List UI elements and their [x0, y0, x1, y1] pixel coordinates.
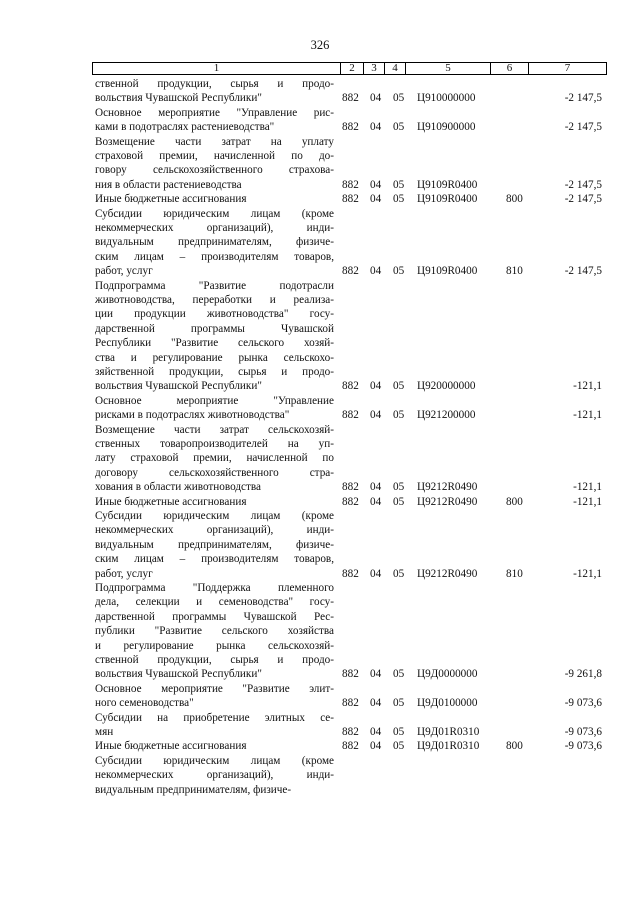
- cell-razdel: 04: [370, 193, 382, 206]
- cell-grbs: 882: [342, 409, 359, 422]
- cell-podrazdel: 05: [393, 668, 405, 681]
- cell-amount: -121,1: [573, 495, 602, 508]
- description-line: мян: [95, 725, 114, 738]
- cell-razdel: 04: [370, 567, 382, 580]
- description-line: ции продукции животноводства" госу-: [95, 308, 334, 321]
- cell-razdel: 04: [370, 178, 382, 191]
- cell-amount: -9 073,6: [564, 725, 602, 738]
- cell-podrazdel: 05: [393, 697, 405, 710]
- table-row: [0, 192, 640, 206]
- cell-podrazdel: 05: [393, 193, 405, 206]
- cell-razdel: 04: [370, 92, 382, 105]
- description-line: Возмещение части затрат на уплату: [95, 135, 334, 148]
- cell-amount: -2 147,5: [564, 265, 602, 278]
- table-body: [0, 77, 640, 797]
- cell-razdel: 04: [370, 121, 382, 134]
- row-description: [95, 682, 334, 711]
- cell-razdel: 04: [370, 725, 382, 738]
- cell-expense-type: 810: [506, 567, 523, 580]
- cell-grbs: 882: [342, 178, 359, 191]
- header-col-6: 6: [490, 63, 528, 74]
- description-line: Основное мероприятие "Управление рис-: [95, 106, 334, 119]
- cell-podrazdel: 05: [393, 567, 405, 580]
- header-col-4: 4: [384, 63, 405, 74]
- table-row: [0, 77, 640, 106]
- cell-expense-type: 800: [506, 740, 523, 753]
- cell-podrazdel: 05: [393, 178, 405, 191]
- table-row: [0, 207, 640, 279]
- description-line: работ, услуг: [95, 265, 153, 278]
- cell-target-article: Ц9212R0490: [417, 567, 478, 580]
- description-line: Иные бюджетные ассигнования: [95, 495, 247, 508]
- header-col-1: 1: [213, 62, 220, 74]
- description-line: Субсидии юридическим лицам (кроме: [95, 207, 334, 220]
- description-line: работ, услуг: [95, 567, 153, 580]
- cell-target-article: Ц910000000: [417, 92, 476, 105]
- row-description: [95, 495, 334, 509]
- header-col-5: 5: [405, 63, 490, 74]
- cell-razdel: 04: [370, 481, 382, 494]
- cell-grbs: 882: [342, 193, 359, 206]
- cell-target-article: Ц9Д01R0310: [417, 725, 480, 738]
- cell-amount: -121,1: [573, 409, 602, 422]
- cell-podrazdel: 05: [393, 740, 405, 753]
- description-line: страховой премии, начисленной по до-: [95, 149, 334, 162]
- table-row: [0, 423, 640, 495]
- description-line: некоммерческих организаций), инди-: [95, 524, 334, 537]
- cell-target-article: Ц9109R0400: [417, 265, 478, 278]
- table-row: [0, 279, 640, 394]
- cell-podrazdel: 05: [393, 409, 405, 422]
- description-line: зяйственной продукции, сырья и продо-: [95, 365, 334, 378]
- table-header: [92, 62, 607, 75]
- header-col-3: 3: [363, 63, 384, 74]
- header-col-7: 7: [528, 63, 606, 74]
- description-line: дарственной программы Чувашской Рес-: [95, 610, 334, 623]
- description-line: Иные бюджетные ассигнования: [95, 193, 247, 206]
- row-description: [95, 739, 334, 753]
- cell-podrazdel: 05: [393, 380, 405, 393]
- cell-razdel: 04: [370, 697, 382, 710]
- table-row: [0, 509, 640, 581]
- description-line: рисками в подотраслях животноводства": [95, 409, 290, 422]
- description-line: Республики "Развитие сельского хозяй-: [95, 337, 334, 350]
- cell-razdel: 04: [370, 495, 382, 508]
- description-line: Подпрограмма "Развитие подотрасли: [95, 279, 334, 292]
- row-description: [95, 711, 334, 740]
- cell-grbs: 882: [342, 92, 359, 105]
- description-line: лату страховой премии, начисленной по: [95, 452, 334, 465]
- row-description: [95, 754, 334, 797]
- cell-target-article: Ц9109R0400: [417, 193, 478, 206]
- cell-target-article: Ц921200000: [417, 409, 476, 422]
- cell-expense-type: 800: [506, 193, 523, 206]
- description-line: публики "Развитие сельского хозяйства: [95, 625, 334, 638]
- row-description: [95, 135, 334, 193]
- description-line: ства и регулирование рынка сельскохо-: [95, 351, 334, 364]
- cell-razdel: 04: [370, 380, 382, 393]
- cell-target-article: Ц9Д0100000: [417, 697, 478, 710]
- row-description: [95, 423, 334, 495]
- description-line: Иные бюджетные ассигнования: [95, 740, 247, 753]
- cell-expense-type: 800: [506, 495, 523, 508]
- description-line: Субсидии юридическим лицам (кроме: [95, 754, 334, 767]
- description-line: Основное мероприятие "Развитие элит-: [95, 682, 334, 695]
- description-line: дарственной программы Чувашской: [95, 322, 334, 335]
- table-row: [0, 754, 640, 797]
- table-row: [0, 106, 640, 135]
- description-line: ственной продукции, сырья и продо-: [95, 653, 334, 666]
- cell-target-article: Ц910900000: [417, 121, 476, 134]
- row-description: [95, 106, 334, 135]
- cell-grbs: 882: [342, 265, 359, 278]
- description-line: некоммерческих организаций), инди-: [95, 769, 334, 782]
- description-line: Возмещение части затрат сельскохозяй-: [95, 423, 334, 436]
- table-row: [0, 711, 640, 740]
- row-description: [95, 509, 334, 581]
- cell-grbs: 882: [342, 121, 359, 134]
- cell-razdel: 04: [370, 668, 382, 681]
- description-line: некоммерческих организаций), инди-: [95, 221, 334, 234]
- header-col-2: 2: [340, 63, 363, 74]
- description-line: Субсидии на приобретение элитных се-: [95, 711, 334, 724]
- row-description: [95, 207, 334, 279]
- row-description: [95, 394, 334, 423]
- description-line: вольствия Чувашской Республики": [95, 668, 262, 681]
- description-line: ками в подотраслях растениеводства": [95, 121, 275, 134]
- cell-grbs: 882: [342, 725, 359, 738]
- cell-target-article: Ц9212R0490: [417, 495, 478, 508]
- cell-target-article: Ц9212R0490: [417, 481, 478, 494]
- cell-razdel: 04: [370, 740, 382, 753]
- cell-amount: -2 147,5: [564, 92, 602, 105]
- description-line: ственных товаропроизводителей на уп-: [95, 437, 334, 450]
- cell-amount: -2 147,5: [564, 121, 602, 134]
- cell-amount: -9 073,6: [564, 697, 602, 710]
- cell-podrazdel: 05: [393, 495, 405, 508]
- cell-grbs: 882: [342, 481, 359, 494]
- cell-podrazdel: 05: [393, 481, 405, 494]
- description-line: ственной продукции, сырья и продо-: [95, 78, 334, 90]
- cell-amount: -9 261,8: [564, 668, 602, 681]
- description-line: вольствия Чувашской Республики": [95, 92, 262, 105]
- table-row: [0, 394, 640, 423]
- description-line: видуальным предпринимателям, физиче-: [95, 783, 292, 796]
- cell-razdel: 04: [370, 265, 382, 278]
- description-line: Основное мероприятие "Управление: [95, 394, 334, 407]
- cell-grbs: 882: [342, 740, 359, 753]
- cell-target-article: Ц9Д0000000: [417, 668, 478, 681]
- row-description: [95, 192, 334, 206]
- description-line: ния в области растениеводства: [95, 178, 242, 191]
- description-line: вольствия Чувашской Республики": [95, 380, 262, 393]
- description-line: ного семеноводства": [95, 697, 194, 710]
- cell-amount: -9 073,6: [564, 740, 602, 753]
- cell-grbs: 882: [342, 380, 359, 393]
- cell-target-article: Ц9109R0400: [417, 178, 478, 191]
- table-row: [0, 495, 640, 509]
- description-line: хования в области животноводства: [95, 481, 262, 494]
- description-line: ским лицам – производителям товаров,: [95, 553, 334, 566]
- description-line: договору сельскохозяйственного стра-: [95, 466, 334, 479]
- description-line: животноводства, переработки и реализа-: [95, 293, 334, 306]
- cell-grbs: 882: [342, 495, 359, 508]
- table-row: [0, 739, 640, 753]
- cell-target-article: Ц920000000: [417, 380, 476, 393]
- cell-amount: -121,1: [573, 567, 602, 580]
- cell-podrazdel: 05: [393, 725, 405, 738]
- row-description: [95, 581, 334, 682]
- description-line: говору сельскохозяйственного страхова-: [95, 164, 334, 177]
- row-description: [95, 77, 334, 106]
- description-line: и регулирование рынка сельскохозяй-: [95, 639, 334, 652]
- row-description: [95, 279, 334, 394]
- cell-amount: -2 147,5: [564, 178, 602, 191]
- description-line: Подпрограмма "Поддержка племенного: [95, 581, 334, 594]
- page-number: 326: [310, 38, 330, 52]
- table-row: [0, 682, 640, 711]
- cell-razdel: 04: [370, 409, 382, 422]
- description-line: дела, селекции и семеноводства" госу-: [95, 596, 334, 609]
- description-line: Субсидии юридическим лицам (кроме: [95, 509, 334, 522]
- cell-grbs: 882: [342, 567, 359, 580]
- cell-podrazdel: 05: [393, 265, 405, 278]
- table-row: [0, 581, 640, 682]
- cell-amount: -2 147,5: [564, 193, 602, 206]
- description-line: ским лицам – производителям товаров,: [95, 250, 334, 263]
- description-line: видуальным предпринимателям, физиче-: [95, 236, 334, 249]
- description-line: видуальным предпринимателям, физиче-: [95, 538, 334, 551]
- cell-podrazdel: 05: [393, 92, 405, 105]
- cell-podrazdel: 05: [393, 121, 405, 134]
- cell-amount: -121,1: [573, 481, 602, 494]
- cell-grbs: 882: [342, 697, 359, 710]
- cell-target-article: Ц9Д01R0310: [417, 740, 480, 753]
- cell-amount: -121,1: [573, 380, 602, 393]
- cell-expense-type: 810: [506, 265, 523, 278]
- table-row: [0, 135, 640, 193]
- cell-grbs: 882: [342, 668, 359, 681]
